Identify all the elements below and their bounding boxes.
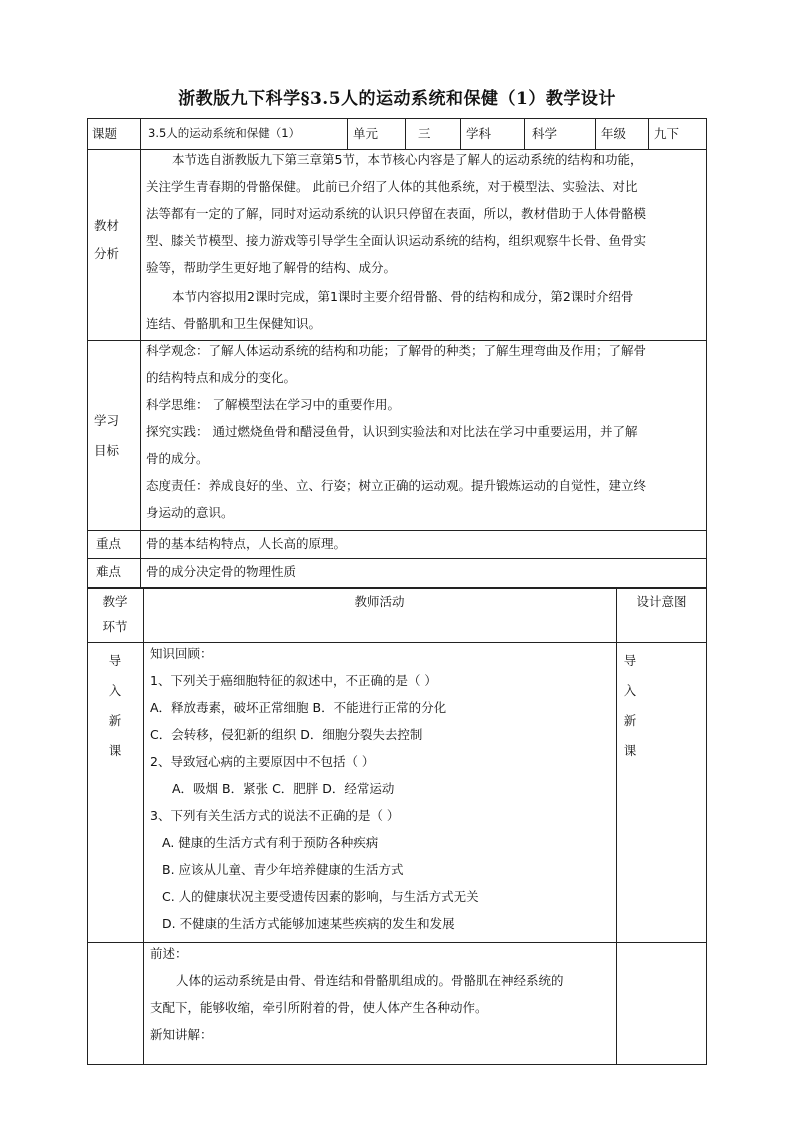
key-point-value: 骨的基本结构特点，人长高的原理。 bbox=[146, 536, 347, 551]
intent-header: 设计意图 bbox=[636, 594, 687, 609]
text-line: 身运动的意识。 bbox=[146, 505, 234, 520]
difficulty-value: 骨的成分决定骨的物理性质 bbox=[146, 564, 297, 579]
option-line: C. 人的健康状况主要受遗传因素的影响，与生活方式无关 bbox=[162, 889, 479, 904]
text-line: 支配下，能够收缩，牵引所附着的骨，使人体产生各种动作。 bbox=[150, 1000, 488, 1015]
option-line: A. 健康的生活方式有利于预防各种疾病 bbox=[162, 835, 379, 850]
grade-label: 年级 bbox=[601, 126, 627, 141]
question-1: 1、下列关于癌细胞特征的叙述中，不正确的是（ ） bbox=[150, 673, 437, 688]
text-line: 法等都有一定的了解，同时对运动系统的认识只停留在表面，所以，教材借助于人体骨骼模 bbox=[146, 206, 647, 221]
stage-header: 教学 bbox=[102, 594, 128, 609]
stage-char: 新 bbox=[108, 713, 122, 728]
intent-char: 新 bbox=[623, 713, 637, 728]
option-line: B. 应该从儿童、青少年培养健康的生活方式 bbox=[162, 862, 404, 877]
text-line: 骨的成分。 bbox=[146, 451, 209, 466]
text-line: 人体的运动系统是由骨、骨连结和骨骼肌组成的。骨骼肌在神经系统的 bbox=[176, 973, 564, 988]
stage-header: 环节 bbox=[102, 619, 128, 634]
text-line: 态度责任：养成良好的坐、立、行姿；树立正确的运动观。提升锻炼运动的自觉性，建立终 bbox=[146, 478, 647, 493]
col-divider bbox=[143, 588, 144, 1065]
activity-header: 教师活动 bbox=[354, 594, 405, 609]
text-line: 知识回顾： bbox=[150, 646, 213, 661]
text-line: 探究实践： 通过燃烧鱼骨和醋浸鱼骨，认识到实验法和对比法在学习中重要运用，并了解 bbox=[146, 424, 638, 439]
option-line: A．吸烟 B．紧张 C．肥胖 D．经常运动 bbox=[172, 781, 395, 796]
grade-value: 九下 bbox=[654, 126, 680, 141]
key-point-label: 重点 bbox=[96, 536, 122, 551]
topic-value: 3.5人的运动系统和保健（1） bbox=[148, 126, 301, 140]
col-divider bbox=[616, 588, 617, 1065]
text-line: 关注学生青春期的骨骼保健。 此前已介绍了人体的其他系统，对于模型法、实验法、对比 bbox=[146, 179, 638, 194]
difficulty-label: 难点 bbox=[96, 564, 122, 579]
topic-label: 课题 bbox=[92, 126, 118, 141]
col-divider bbox=[347, 118, 348, 149]
objectives-label: 目标 bbox=[94, 443, 120, 458]
text-line: 的结构特点和成分的变化。 bbox=[146, 370, 297, 385]
stage-char: 课 bbox=[108, 743, 122, 758]
text-line: 本节选自浙教版九下第三章第5节，本节核心内容是了解人的运动系统的结构和功能， bbox=[172, 152, 643, 167]
text-line: 新知讲解： bbox=[150, 1027, 213, 1042]
col-divider bbox=[524, 118, 525, 149]
subject-value: 科学 bbox=[532, 126, 558, 141]
intent-char: 入 bbox=[623, 683, 637, 698]
col-divider bbox=[140, 118, 141, 588]
option-line: C．会转移，侵犯新的组织 D．细胞分裂失去控制 bbox=[150, 727, 423, 742]
question-3: 3、下列有关生活方式的说法不正确的是（ ） bbox=[150, 808, 400, 823]
analysis-label: 教材 bbox=[94, 218, 120, 233]
question-2: 2、导致冠心病的主要原因中不包括（ ） bbox=[150, 754, 375, 769]
col-divider bbox=[648, 118, 649, 149]
subject-label: 学科 bbox=[466, 126, 492, 141]
unit-value: 三 bbox=[418, 126, 431, 141]
unit-label: 单元 bbox=[353, 126, 379, 141]
intent-char: 课 bbox=[623, 743, 637, 758]
objectives-label: 学习 bbox=[94, 413, 120, 428]
analysis-label: 分析 bbox=[94, 246, 120, 261]
col-divider bbox=[405, 118, 406, 149]
text-line: 前述： bbox=[150, 946, 188, 961]
col-divider bbox=[460, 118, 461, 149]
text-line: 验等，帮助学生更好地了解骨的结构、成分。 bbox=[146, 260, 397, 275]
stage-char: 入 bbox=[108, 683, 122, 698]
option-line: D. 不健康的生活方式能够加速某些疾病的发生和发展 bbox=[162, 916, 455, 931]
intent-char: 导 bbox=[623, 653, 637, 668]
text-line: 科学思维： 了解模型法在学习中的重要作用。 bbox=[146, 397, 400, 412]
text-line: 连结、骨骼肌和卫生保健知识。 bbox=[146, 316, 322, 331]
stage-char: 导 bbox=[108, 653, 122, 668]
text-line: 科学观念：了解人体运动系统的结构和功能；了解骨的种类；了解生理弯曲及作用；了解骨 bbox=[146, 343, 647, 358]
page-title: 浙教版九下科学§3.5人的运动系统和保健（1）教学设计 bbox=[178, 89, 616, 109]
col-divider bbox=[595, 118, 596, 149]
text-line: 型、膝关节模型、接力游戏等引导学生全面认识运动系统的结构，组织观察牛长骨、鱼骨实 bbox=[146, 233, 647, 248]
option-line: A．释放毒素，破坏正常细胞 B．不能进行正常的分化 bbox=[150, 700, 447, 715]
text-line: 本节内容拟用2课时完成，第1课时主要介绍骨骼、骨的结构和成分，第2课时介绍骨 bbox=[172, 289, 634, 304]
